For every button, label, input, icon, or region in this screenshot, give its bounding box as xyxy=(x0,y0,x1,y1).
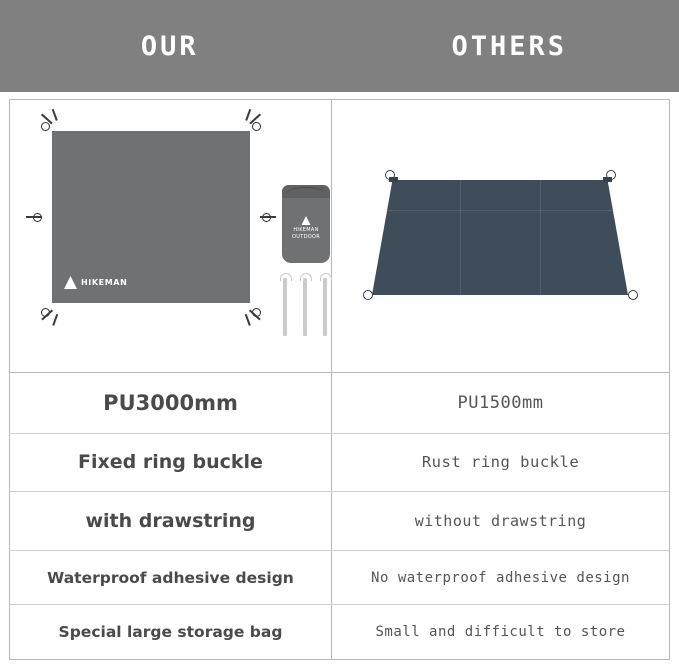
table-row xyxy=(10,605,669,659)
stake-head xyxy=(300,273,312,281)
tarp-illustration xyxy=(52,131,250,303)
comparison-table xyxy=(9,99,670,660)
tarp-brand-lockup xyxy=(64,276,127,289)
tent-stake-illustration xyxy=(283,278,287,336)
competitor-tarp-illustration xyxy=(372,180,628,295)
corner-loop-icon xyxy=(252,122,261,131)
guy-line xyxy=(52,314,58,326)
tarp-seam xyxy=(540,180,541,295)
guy-line xyxy=(52,109,58,121)
other-feature-value: Small and difficult to store xyxy=(375,624,626,641)
other-feature-value: without drawstring xyxy=(414,511,587,530)
header-cell-ours xyxy=(0,0,340,92)
other-product-image-cell xyxy=(332,100,669,372)
stuff-sack-illustration xyxy=(282,185,330,263)
header-label-others: OTHERS xyxy=(451,30,568,62)
our-feature-value: Special large storage bag xyxy=(10,605,332,659)
side-loop-icon xyxy=(262,213,271,222)
brand-label: HIKEMAN xyxy=(81,278,128,287)
our-product-image-cell xyxy=(10,100,332,372)
side-loop-icon xyxy=(33,213,42,222)
table-row xyxy=(10,434,669,493)
triangle-logo-icon xyxy=(64,276,77,289)
stake-head xyxy=(280,273,292,281)
other-feature-value: PU1500mm xyxy=(457,392,544,413)
sack-label: HIKEMAN OUTDOOR xyxy=(292,227,320,240)
corner-loop-icon xyxy=(628,290,638,300)
our-feature-value: PU3000mm xyxy=(10,373,332,433)
header-banner xyxy=(0,0,679,92)
guy-line xyxy=(26,216,42,218)
other-feature-value: Rust ring buckle xyxy=(421,453,580,472)
our-feature-value: with drawstring xyxy=(10,492,332,550)
table-row xyxy=(10,373,669,434)
header-cell-others xyxy=(340,0,679,92)
table-row xyxy=(10,551,669,606)
corner-loop-icon xyxy=(606,170,616,180)
guy-line xyxy=(245,109,251,121)
our-feature-value: Waterproof adhesive design xyxy=(10,551,332,605)
tent-stake-illustration xyxy=(323,278,327,336)
triangle-logo-icon xyxy=(302,216,311,225)
tent-stake-illustration xyxy=(303,278,307,336)
header-label-ours: OUR xyxy=(140,30,199,62)
our-feature-value: Fixed ring buckle xyxy=(10,434,332,492)
tarp-seam xyxy=(372,210,628,211)
product-image-row xyxy=(10,100,669,373)
table-row xyxy=(10,492,669,551)
corner-loop-icon xyxy=(363,290,373,300)
guy-line xyxy=(245,314,251,326)
other-feature-value: No waterproof adhesive design xyxy=(371,569,630,586)
drawstring-cord xyxy=(287,187,325,193)
corner-loop-icon xyxy=(385,170,395,180)
corner-loop-icon xyxy=(41,122,50,131)
tarp-seam xyxy=(460,180,461,295)
guy-line xyxy=(260,216,276,218)
stake-head xyxy=(320,273,332,281)
